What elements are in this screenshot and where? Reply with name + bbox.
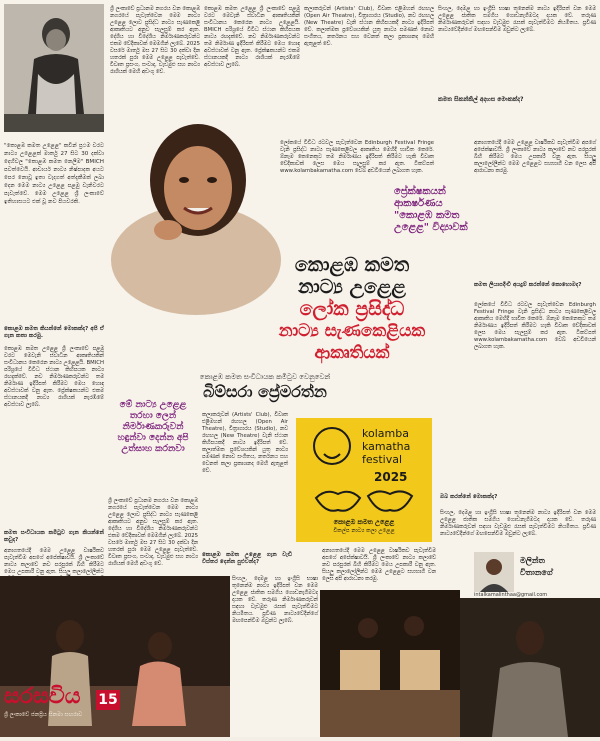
body-column-left-2: කොළඹ කමත උළෙළ ශ්‍රී ලංකාවේ පළමු වරට මෙවැනි ස්වාධීන ආකෘතියකින් සංවිධානය කෙරෙන නාට්‍ය උළෙළයි. BMICH පරිශ්‍රයේ විවිධ ස්ථාන කිහිපයක නාට්‍ය රඟදැක්වේ. නව නිර්මාණකරුවන්ට තම නිර්මාණ ඉදිරිපත් කිරීමට මෙය හොඳ අවස්ථාවක් වනු ඇත. ප්‍රේක්ෂකයන්ට එකම ස්ථානයකදී නාට්‍ය රාශියක් නැරඹීමේ අවස්ථාව ලැබේ.	[4, 346, 104, 408]
author-photo	[474, 552, 514, 592]
stage-performance-photo-2	[320, 590, 460, 737]
body-column-bottom-2: අනාගතයේදී මෙම උළෙළ වාර්ෂිකව පැවැත්වීම අපගේ අපේක්ෂාවයි. ශ්‍රී ලංකාවේ නාට්‍ය කලාවේ නව පරපුරක් බිහි කිරීමට මෙය උපකාරී වනු ඇත. සියලු කලාලෝලීන්ට මෙම උළෙළට සහභාගී වන ලෙස අපි ආරාධනා කරමු.	[322, 548, 436, 582]
pull-quote-center: මේ නාට්‍ය උළෙළ තරහා ලෙන් නිර්මාණකරුවන් හඳුන්වා දෙන්න අපි උත්සාහ කරනවා	[117, 400, 189, 454]
headline-line-5: ආකෘතියක්	[314, 343, 390, 363]
body-column-top-1: ශ්‍රී ලංකාවේ ප්‍රධානම නගරය වන කොළඹ නගරයේ පැවැත්වෙන මෙම නාට්‍ය උළෙළ ලොව ප්‍රසිද්ධ නාට්‍ය සැණකෙළි ආකෘතියට අනුව සැලසුම් කර ඇත. දේශීය හා විදේශීය නිර්මාණකරුවන්ට එකම වේදිකාවක් මෙමගින් ලැබේ. 2025 වසරේ මාර්තු මස 27 සිට 30 දක්වා දින හතරක් පුරා මෙම උළෙළ පැවැත්වේ. විවෘත ප්‍රසංග, සංවාද, වැඩමුළු සහ නාට්‍ය රාශියක් මෙහි අඩංගු වේ.	[110, 6, 200, 75]
headline-line-3: ලෝක ප්‍රසිද්ධ	[299, 298, 405, 320]
masthead-title: සරසවිය	[4, 684, 81, 709]
headline-line-2: නාට්‍ය උළෙළ	[298, 276, 406, 298]
body-column-right-2: ලෝකයේ විවිධ රටවල පැවැත්වෙන Edinburgh Festival Fringe වැනි ප්‍රසිද්ධ නාට්‍ය සැණකෙළිවල ආකෘතිය මෙහිදී භාවිත කෙරේ. ඕනෑම කෙනෙකුට තම නිර්මාණය ඉදිරිපත් කිරීමට හැකි විවෘත වේදිකාවක් ලෙස මෙය සැලසුම් කර ඇත. ටිකට්පත් www.kolambakamatha.com වෙබ් අඩවියෙන් ලබාගත හැක.	[474, 302, 596, 350]
byline-subtitle: කොළඹ කමත සංවිධායක කමිටුව වෙනුවෙන්	[199, 373, 331, 381]
question-heading: කමත සිකන්කිල් අදහස මොකක්ද?	[438, 96, 524, 103]
portrait-photo	[106, 120, 276, 250]
body-column-mid-right: ලෝකයේ විවිධ රටවල පැවැත්වෙන Edinburgh Festival Fringe වැනි ප්‍රසිද්ධ නාට්‍ය සැණකෙළිවල ආකෘතිය මෙහිදී භාවිත කෙරේ. ඕනෑම කෙනෙකුට තම නිර්මාණය ඉදිරිපත් කිරීමට හැකි විවෘත වේදිකාවක් ලෙස මෙය සැලසුම් කර ඇත. ටිකට්පත් www.kolambakamatha.com වෙබ් අඩවියෙන් ලබාගත හැක.	[280, 140, 434, 174]
logo-year: 2025	[374, 470, 408, 484]
body-column-top-3: කලාකරුවන් (Artists' Club), විවෘත එළිමහන් රඟහල (Open Air Theatre), චිත්‍රාගාරය (Studio), නව රඟහල (New Theatre) වැනි ස්ථාන කිහිපයකදී නාට්‍ය ඉදිරිපත් වේ. කලාත්මක ප්‍රවේශයකින් යුතු නාට්‍ය පමණක් නොව සංගීතය, නර්තනය සහ වෙනත් කලා ප්‍රකාශනද මෙහි ඇතුළත් වේ.	[304, 6, 434, 47]
body-column-right-3: සිංහල, දෙමළ හා ඉංග්‍රීසි භාෂා තුනෙන්ම නාට්‍ය ඉදිරිපත් වන මෙම උළෙළ ජාතික සමගිය ගොඩනැගීමටද දායක වේ. තරුණ නිර්මාණකරුවන් සඳහා වැඩමුළු රැසක් පැවැත්වීමට නියමිතය. ප්‍රවීණ නාට්‍යවේදීන්ගේ මඟපෙන්වීම ඔවුන්ට ලැබේ.	[440, 510, 596, 537]
logo-line-3: festival	[362, 453, 403, 466]
headline-line-1: කොළඹ කමත	[294, 254, 410, 276]
intro-quote: "කොළඹ කමත උළෙළ" කවීන් ප්‍රථම වරට නාට්‍ය උළෙළක් මාර්තු 27 සිට 30 දක්වා දෙහිවල "කොළඹ කමත නෙලීම" BMICH පවත්වෙයි. ආචාර්ය නාට්‍ය නිෂ්පාදක අයට පෙර නොවූ ඉතා වැදගත් අත්දැකීමක් ලබා දෙන මෙම නාට්‍ය උළෙළ පළමු වැනිවරට පැවැත්වේ. මෙම උළෙළ ශ්‍රී ලංකාවේ ඉතිහාසයට එක් වූ නව පියවරකි.	[4, 143, 104, 205]
author-email: intalkamalinthaa@gmail.com	[474, 592, 548, 598]
question-6: ඔබ කරන්නේ මොකක්ද?	[440, 494, 498, 500]
body-column-mid-1: කලාකරුවන් (Artists' Club), විවෘත එළිමහන් රඟහල (Open Air Theatre), චිත්‍රාගාරය (Studio), නව රඟහල (New Theatre) වැනි ස්ථාන කිහිපයකදී නාට්‍ය ඉදිරිපත් වේ. කලාත්මක ප්‍රවේශයකින් යුතු නාට්‍ය පමණක් නොව සංගීතය, නර්තනය සහ වෙනත් කලා ප්‍රකාශනද මෙහි ඇතුළත් වේ.	[202, 412, 288, 474]
logo-sub: විකල්ප නාට්‍ය කලා උළෙළ	[333, 528, 395, 534]
festival-logo-card	[296, 418, 432, 542]
pull-quote-right: ප්‍රේක්ෂකයන් ආකර්ෂණය "කොළඹ කමත උළෙළ" විද්‍යාවක්	[394, 186, 468, 233]
question-2: කමත සංවිධායක කමිටුව ගැන කියන්නේ කවුද?	[4, 530, 104, 543]
masthead	[4, 684, 124, 734]
body-column-bottom-1: සිංහල, දෙමළ හා ඉංග්‍රීසි භාෂා තුනෙන්ම නාට්‍ය ඉදිරිපත් වන මෙම උළෙළ ජාතික සමගිය ගොඩනැගීමටද දායක වේ. තරුණ නිර්මාණකරුවන් සඳහා වැඩමුළු රැසක් පැවැත්වීමට නියමිතය. ප්‍රවීණ නාට්‍යවේදීන්ගේ මඟපෙන්වීම ඔවුන්ට ලැබේ.	[232, 576, 318, 624]
byline-block	[170, 372, 360, 412]
archival-performer-photo	[4, 4, 104, 132]
author-name-1: මලින්ත	[520, 556, 545, 565]
body-column-right-1: අනාගතයේදී මෙම උළෙළ වාර්ෂිකව පැවැත්වීම අපගේ අපේක්ෂාවයි. ශ්‍රී ලංකාවේ නාට්‍ය කලාවේ නව පරපුරක් බිහි කිරීමට මෙය උපකාරී වනු ඇත. සියලු කලාලෝලීන්ට මෙම උළෙළට සහභාගී වන ලෙස අපි ආරාධනා කරමු.	[474, 140, 596, 174]
body-column-top-4: සිංහල, දෙමළ හා ඉංග්‍රීසි භාෂා තුනෙන්ම නාට්‍ය ඉදිරිපත් වන මෙම උළෙළ ජාතික සමගිය ගොඩනැගීමටද දායක වේ. තරුණ නිර්මාණකරුවන් සඳහා වැඩමුළු රැසක් පැවැත්වීමට නියමිතය. ප්‍රවීණ නාට්‍යවේදීන්ගේ මඟපෙන්වීම ඔවුන්ට ලැබේ.	[438, 6, 596, 33]
author-box	[440, 552, 596, 598]
byline-name: බිම්සරා ප්‍රේමරත්න	[203, 382, 327, 401]
logo-line-1: kolamba	[362, 427, 409, 440]
question-3: කොළඹ කමත උළෙළ ගැන වැඩි විස්තර දෙන්න පුළුවන්ද?	[202, 552, 292, 565]
question-5: කමත ලියාපදිංචි අයදුම් කරන්නේ කොහොමද?	[474, 282, 582, 288]
body-column-top-2: කොළඹ කමත උළෙළ ශ්‍රී ලංකාවේ පළමු වරට මෙවැනි ස්වාධීන ආකෘතියකින් සංවිධානය කෙරෙන නාට්‍ය උළෙළයි. BMICH පරිශ්‍රයේ විවිධ ස්ථාන කිහිපයක නාට්‍ය රඟදැක්වේ. නව නිර්මාණකරුවන්ට තම නිර්මාණ ඉදිරිපත් කිරීමට මෙය හොඳ අවස්ථාවක් වනු ඇත. ප්‍රේක්ෂකයන්ට එකම ස්ථානයකදී නාට්‍ය රාශියක් නැරඹීමේ අවස්ථාව ලැබේ.	[204, 6, 300, 68]
body-column-mid-2: ශ්‍රී ලංකාවේ ප්‍රධානම නගරය වන කොළඹ නගරයේ පැවැත්වෙන මෙම නාට්‍ය උළෙළ ලොව ප්‍රසිද්ධ නාට්‍ය සැණකෙළි ආකෘතියට අනුව සැලසුම් කර ඇත. දේශීය හා විදේශීය නිර්මාණකරුවන්ට එකම වේදිකාවක් මෙමගින් ලැබේ. 2025 වසරේ මාර්තු මස 27 සිට 30 දක්වා දින හතරක් පුරා මෙම උළෙළ පැවැත්වේ. විවෘත ප්‍රසංග, සංවාද, වැඩමුළු සහ නාට්‍ය රාශියක් මෙහි අඩංගු වේ.	[108, 498, 198, 567]
headline-block	[240, 254, 464, 369]
author-name-2: විතානගේ	[520, 568, 553, 577]
headline-line-4: නාට්‍ය සැණකෙළියක	[278, 321, 426, 341]
stage-performance-photo-3	[460, 598, 600, 737]
question-1: කොළඹ කමත කියන්නේ මොකක්ද? අපි ඒ ගැන කතා කරමු.	[4, 326, 104, 339]
logo-line-2: kamatha	[362, 440, 411, 453]
masthead-tagline: ශ්‍රී ලංකාවේ ජනප්‍රිය සිනමා සඟරාව	[4, 712, 83, 718]
logo-sinhala: කොළඹ කමත උළෙළ	[333, 518, 395, 526]
body-column-left-3: අනාගතයේදී මෙම උළෙළ වාර්ෂිකව පැවැත්වීම අපගේ අපේක්ෂාවයි. ශ්‍රී ලංකාවේ නාට්‍ය කලාවේ නව පරපුරක් බිහි කිරීමට මෙය උපකාරී වනු ඇත. සියලු කලාලෝලීන්ට	[4, 548, 104, 575]
masthead-page-number: 15	[96, 690, 120, 710]
